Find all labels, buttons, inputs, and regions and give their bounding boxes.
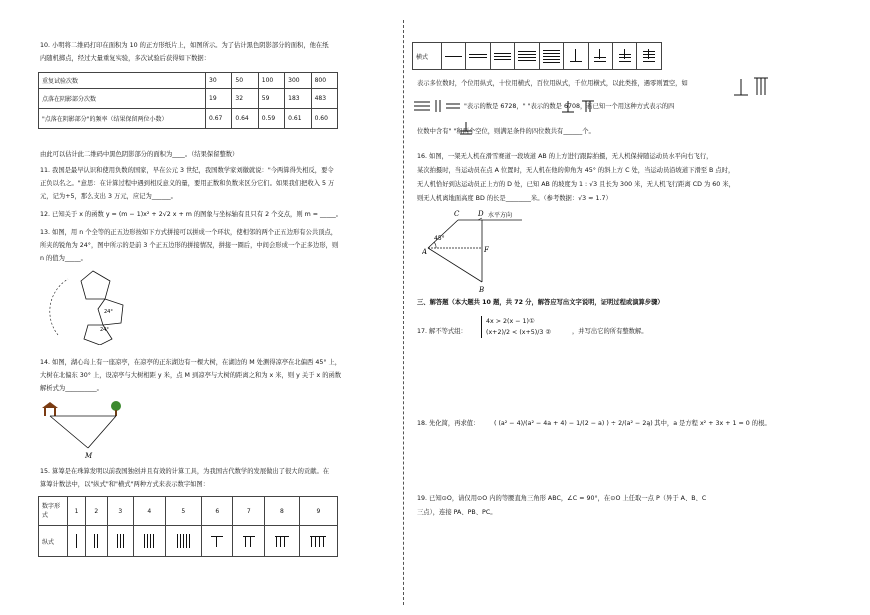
rod-cell [264, 526, 299, 557]
table-row [413, 43, 662, 70]
q19-line1: 19. 已知⊙O，请仅用⊙O 内的等腰直角三角形 ABC，∠C = 90°，在⊙O 上任取一点 P（异于 A、B、C [417, 495, 707, 502]
rod-example-3 [562, 99, 608, 113]
pavilion-tree-figure [40, 400, 140, 462]
rod-cell [564, 43, 588, 70]
row-label: "点落在阴影部分"的频率（结果保留两位小数） [39, 109, 206, 129]
cell: 800 [311, 73, 337, 89]
digit-cell: 1 [68, 497, 86, 526]
cell: 183 [285, 89, 311, 109]
q13-line2: 所夹的锐角为 24°，图中所示的是前 3 个正五边形的拼接情况，拼接一圈后，中间会形成一个正多边形，则 [40, 242, 339, 249]
q14-line1: 14. 如图，湖心岛上有一座凉亭，在凉亭的正东湖边有一棵大树，在湖边的 M 处测得凉亭在北偏西 45° 上， [40, 359, 342, 366]
digit-cell: 6 [201, 497, 233, 526]
rod-cell [539, 43, 563, 70]
rod-cell [233, 526, 265, 557]
q16-line1: 16. 如图，一架无人机在滑雪赛道一段坡道 AB 的上方进行跟踪拍摄，无人机保持随运动员水平向右飞行， [417, 153, 713, 160]
heng-shi-table [412, 42, 662, 70]
rod-example-2 [414, 99, 464, 113]
rod-cell [107, 526, 134, 557]
rod-cell [134, 526, 166, 557]
cell: 0.64 [232, 109, 258, 129]
q17-suffix: ，并写出它的所有整数解。 [572, 328, 648, 335]
cell: 0.60 [311, 109, 337, 129]
q14-line2: 大树在北偏东 30° 上，设凉亭与大树相距 y 米，点 M 到凉亭与大树的距离之和为 x 米，则 y 关于 x 的函数 [40, 372, 342, 379]
row-label: 点落在阴影部分次数 [39, 89, 206, 109]
row-label: 横式 [413, 43, 442, 70]
digit-cell: 4 [134, 497, 166, 526]
rod-cell [68, 526, 86, 557]
rod-example-4 [459, 121, 473, 137]
rod-cell [588, 43, 612, 70]
pentagon-ring-figure [38, 265, 148, 345]
q15cont-line3: 位数中含有" "和两个空位，则满足条件的四位数共有______个。 [417, 128, 595, 135]
q18-prefix: 18. 先化简，再求值： [417, 420, 480, 427]
angle-label-2: 24° [100, 327, 109, 333]
table-row [39, 109, 338, 129]
rod-cell [165, 526, 201, 557]
inequality-system [481, 316, 551, 338]
q10-line2: 内随机掷点，经过大量重复实验，多次试验后获得如下数据： [40, 55, 211, 62]
cell: 19 [206, 89, 232, 109]
q18-expression: ( (a² − 4)/(a² − 4a + 4) − 1/(2 − a) ) ÷ 2/(a² − 2a) [494, 420, 653, 427]
rod-cell [466, 43, 490, 70]
table-row [39, 89, 338, 109]
inequality-2: (x+2)/2 < (x+5)/3 ② [486, 329, 552, 336]
label-b: B [479, 286, 485, 294]
table-row [39, 497, 338, 526]
drone-slope-figure [422, 208, 532, 298]
digit-cell: 5 [165, 497, 201, 526]
q10-table [38, 72, 338, 129]
label-horizontal: 水平方向 [488, 212, 513, 219]
counting-rods-table [38, 496, 338, 557]
cell: 0.59 [258, 109, 284, 129]
digit-cell: 2 [85, 497, 107, 526]
q16-line2: 某次拍摄时，当运动员在点 A 位置时，无人机在他的仰角为 45° 的斜上方 C 处，当运动员沿坡道下滑至 B 点时， [417, 167, 735, 174]
row-label: 纵式 [39, 526, 68, 557]
q15-line2: 算筹计数法中，以"纵式"和"横式"两种方式来表示数字如图： [40, 481, 210, 488]
rod-cell [515, 43, 539, 70]
q17-prefix: 17. 解不等式组： [417, 328, 467, 335]
q15-line1: 15. 算筹是在珠算发明以前我国独创并且有效的计算工具，为我国古代数学的发展做出了很大的贡献。在 [40, 468, 330, 475]
column-divider [403, 20, 404, 605]
cell: 0.67 [206, 109, 232, 129]
q19-line2: 三点），连接 PA、PB、PC。 [417, 509, 497, 516]
q15cont-line2: "表示的数是 6728，" "表示的数是 6708，若已知一个用这种方式表示的四 [464, 103, 675, 110]
q10-line1: 10. 小明将二维码打印在面积为 10 的正方形纸片上，如图所示。为了估计黑色阴影部分的面积，他在纸 [40, 42, 329, 49]
table-row [39, 73, 338, 89]
label-c: C [454, 210, 460, 218]
pavilion-icon [42, 402, 58, 416]
rod-cell [299, 526, 337, 557]
digit-cell: 9 [299, 497, 337, 526]
q11-line2: 正负以名之。"意思：在计算过程中遇到相反意义的量，要用正数和负数来区分它们。如果我们把收入 5 万 [40, 180, 335, 187]
label-f: F [484, 246, 489, 254]
inequality-1: 4x > 2(x − 1)① [486, 318, 535, 325]
rod-example-1 [732, 75, 772, 97]
rod-cell [85, 526, 107, 557]
label-d: D [478, 210, 484, 218]
q11-line3: 元，记为+5，那么支出 3 万元，应记为______。 [40, 193, 177, 200]
row-label: 重复试验次数 [39, 73, 206, 89]
left-column [30, 0, 395, 615]
q18-suffix: ，其中，a 是方程 x² + 3x + 1 = 0 的根。 [648, 420, 771, 427]
cell: 50 [232, 73, 258, 89]
table-row [39, 526, 338, 557]
q15cont-line1: 表示多位数时，个位用纵式，十位用横式，百位用纵式，千位用横式，以此类推，遇零则置空，如 [417, 80, 688, 87]
right-column [412, 0, 852, 615]
rod-cell [490, 43, 514, 70]
q12-line1: 12. 已知关于 x 的函数 y = (m − 1)x² + 2√2 x + m 的图象与坐标轴有且只有 2 个交点，则 m = _____。 [40, 211, 343, 218]
rod-cell [441, 43, 465, 70]
q13-line3: n 的值为_____。 [40, 255, 87, 262]
cell: 59 [258, 89, 284, 109]
rod-cell [637, 43, 662, 70]
cell: 300 [285, 73, 311, 89]
q13-line1: 13. 如图，用 n 个全等的正五边形按如下方式拼接可以拼成一个环状，使相邻的两个正五边形有公共顶点， [40, 229, 338, 236]
rod-cell [201, 526, 233, 557]
q16-line4: 则无人机离地面高度 BD 的长是________米。（参考数据：√3 ≈ 1.7） [417, 195, 612, 202]
header-cell: 数字形式 [39, 497, 68, 526]
tree-icon [111, 401, 121, 416]
q11-line1: 11. 我国是最早认识和使用负数的国家，早在公元 3 世纪，我国数学家刘徽就说："今两算得失相反，要令 [40, 167, 334, 174]
q10-conclusion: 由此可以估计此二维码中黑色阴影部分的面积为____。（结果保留整数） [40, 151, 239, 158]
cell: 0.61 [285, 109, 311, 129]
cell: 30 [206, 73, 232, 89]
cell: 100 [258, 73, 284, 89]
digit-cell: 8 [264, 497, 299, 526]
q14-line3: 解析式为__________。 [40, 385, 103, 392]
cell: 32 [232, 89, 258, 109]
q16-line3: 无人机恰好到达运动员正上方的 D 处，已知 AB 的坡度为 1 : √3 且长为 300 米，无人机飞行距离 CD 为 60 米， [417, 181, 735, 188]
digit-cell: 7 [233, 497, 265, 526]
digit-cell: 3 [107, 497, 134, 526]
label-a: A [422, 248, 428, 256]
angle-label: 24° [104, 309, 113, 315]
label-angle: 45° [434, 235, 445, 242]
point-m-label: M [85, 452, 93, 460]
section-3-heading: 三、解答题（本大题共 10 题，共 72 分，解答应写出文字说明，证明过程或演算步骤） [417, 299, 664, 306]
cell: 483 [311, 89, 337, 109]
rod-cell [613, 43, 637, 70]
